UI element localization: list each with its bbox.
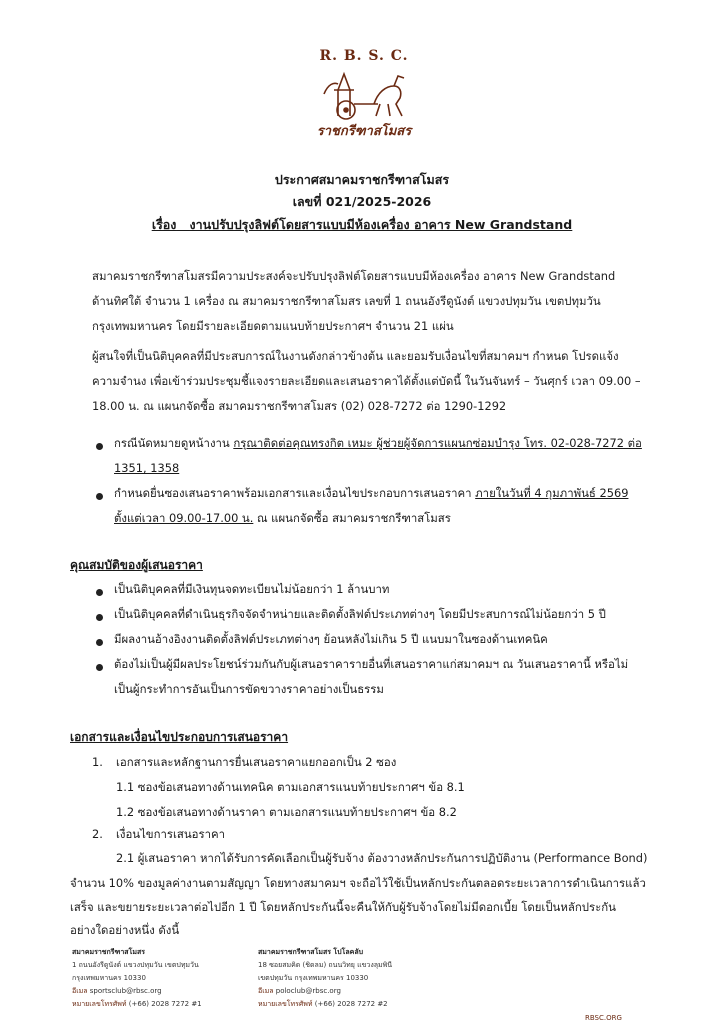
document-item-number: 2.: [92, 827, 103, 841]
document-subitem: 1.2 ซองข้อเสนอทางด้านราคา ตามเอกสารแนบท้ายประกาศฯ ข้อ 8.2: [116, 805, 457, 819]
bullet-dot: [96, 639, 103, 646]
submission-place: ณ แผนกจัดซื้อ สมาคมราชกรีฑาสโมสร: [256, 511, 451, 525]
announcement-number: เลขที่ 021/2025-2026: [292, 194, 432, 209]
bullet-dot: [96, 493, 103, 500]
footer-left-phone: (+66) 2028 7272 #1: [128, 1000, 202, 1008]
bond-paragraph-line-4: อย่างใดอย่างหนึ่ง ดังนี้: [70, 923, 180, 937]
paragraph-1-line-1: สมาคมราชกรีฑาสโมสรมีความประสงค์จะปรับปรุงลิฟต์โดยสารแบบมีห้องเครื่อง อาคาร New Grandstand: [92, 269, 616, 283]
qualification-item: มีผลงานอ้างอิงงานติดตั้งลิฟต์ประเภทต่างๆ ย้อนหลังไม่เกิน 5 ปี แนบมาในซองด้านเทคนิค: [114, 632, 548, 646]
site-visit-extensions: 1351, 1358: [114, 461, 180, 475]
paragraph-2-line-1: ผู้สนใจที่เป็นนิติบุคคลที่มีประสบการณ์ในงานดังกล่าวข้างต้น และยอมรับเงื่อนไขที่สมาคมฯ กำหนด โปรดแจ้ง: [92, 349, 619, 363]
document-item-number: 1.: [92, 755, 103, 769]
qualification-item-continued: เป็นผู้กระทำการอันเป็นการขัดขวางราคาอย่างเป็นธรรม: [114, 682, 384, 696]
paragraph-2-line-2: ความจำนง เพื่อเข้าร่วมประชุมชี้แจงรายละเอียดและเสนอราคาได้ตั้งแต่บัดนี้ ในวันจันทร์ – วันศุกร์ เวลา 09.00 –: [92, 374, 641, 388]
bond-paragraph-line-3: เสร็จ และขยายระยะเวลาต่อไปอีก 1 ปี โดยหลักประกันนี้จะคืนให้กับผู้รับจ้างโดยไม่มีดอกเบี้ย โดยเป็นหลักประกัน: [70, 900, 616, 914]
document-item: เอกสารและหลักฐานการยื่นเสนอราคาแยกออกเป็น 2 ซอง: [116, 755, 397, 769]
document-subitem: 1.1 ซองข้อเสนอทางด้านเทคนิค ตามเอกสารแนบท้ายประกาศฯ ข้อ 8.1: [116, 780, 465, 794]
footer-left-name: สมาคมราชกรีฑาสโมสร: [72, 948, 145, 956]
footer-right-phone-label: หมายเลขโทรศัพท์: [258, 1000, 313, 1008]
bullet-dot: [96, 443, 103, 450]
footer-right-phone: (+66) 2028 7272 #2: [314, 1000, 388, 1008]
subject-text: งานปรับปรุงลิฟต์โดยสารแบบมีห้องเครื่อง อาคาร New Grandstand: [189, 217, 573, 232]
bullet-dot: [96, 589, 103, 596]
footer-left-phone-label: หมายเลขโทรศัพท์: [72, 1000, 127, 1008]
documents-heading: เอกสารและเงื่อนไขประกอบการเสนอราคา: [70, 730, 289, 744]
footer-left-contact: [72, 946, 202, 1011]
document-item: เงื่อนไขการเสนอราคา: [116, 827, 226, 841]
footer-right-address-1: 18 ซอยสมคิด (ชิดลม) ถนนวิทยุ แขวงลุมพินี: [258, 961, 393, 969]
footer-left-address-2: กรุงเทพมหานคร 10330: [72, 974, 146, 982]
site-visit-label: กรณีนัดหมายดูหน้างาน: [114, 436, 230, 450]
paragraph-2-line-3: 18.00 น. ณ แผนกจัดซื้อ สมาคมราชกรีฑาสโมสร (02) 028-7272 ต่อ 1290-1292: [92, 399, 507, 413]
submission-date: ภายในวันที่ 4 กุมภาพันธ์ 2569: [475, 486, 629, 500]
bullet-dot: [96, 664, 103, 671]
qualification-item: ต้องไม่เป็นผู้มีผลประโยชน์ร่วมกันกับผู้เสนอราคารายอื่นที่เสนอราคาแก่สมาคมฯ ณ วันเสนอราคานี้ หรือไม่: [114, 657, 629, 671]
rbsc-logo: [306, 48, 422, 148]
footer-left-address-1: 1 ถนนอังรีดูนังต์ แขวงปทุมวัน เขตปทุมวัน: [72, 961, 199, 969]
bond-paragraph-line-1: 2.1 ผู้เสนอราคา หากได้รับการคัดเลือกเป็นผู้รับจ้าง ต้องวางหลักประกันการปฏิบัติงาน (Performance Bond): [116, 851, 648, 865]
qualification-item: เป็นนิติบุคคลที่มีเงินทุนจดทะเบียนไม่น้อยกว่า 1 ล้านบาท: [114, 582, 390, 596]
qualifications-heading: คุณสมบัติของผู้เสนอราคา: [70, 558, 203, 572]
footer-right-email-label: อีเมล: [258, 987, 274, 995]
bullet-dot: [96, 614, 103, 621]
site-visit-notice: [114, 431, 642, 456]
logo-letters: R. B. S. C.: [319, 48, 409, 64]
submission-deadline-notice: [114, 481, 628, 506]
footer-right-name: สมาคมราชกรีฑาสโมสร โปโลคลับ: [258, 948, 364, 956]
footer-left-email[interactable]: sportsclub@rbsc.org: [89, 987, 162, 995]
footer-right-address-2: เขตปทุมวัน กรุงเทพมหานคร 10330: [258, 974, 369, 982]
subject-label: เรื่อง: [151, 217, 177, 232]
footer-brand: RBSC.ORG: [585, 1014, 622, 1022]
submission-label: กำหนดยื่นซองเสนอราคาพร้อมเอกสารและเงื่อนไขประกอบการเสนอราคา: [114, 486, 472, 500]
chariot-emblem-icon: [316, 64, 412, 122]
site-visit-contact: กรุณาติดต่อคุณทรงกิต เหมะ ผู้ช่วยผู้จัดการแผนกซ่อมบำรุง โทร. 02-028-7272 ต่อ: [233, 436, 642, 450]
qualification-item: เป็นนิติบุคคลที่ดำเนินธุรกิจจัดจำหน่ายและติดตั้งลิฟต์ประเภทต่างๆ โดยมีประสบการณ์ไม่น้อยกว่า 5 ปี: [114, 607, 606, 621]
footer-right-contact: [258, 946, 392, 1011]
announcement-title: ประกาศสมาคมราชกรีฑาสโมสร: [274, 172, 450, 187]
footer-left-email-label: อีเมล: [72, 987, 88, 995]
submission-time-line: [114, 506, 451, 531]
footer-right-email[interactable]: poloclub@rbsc.org: [275, 987, 341, 995]
submission-time: ตั้งแต่เวลา 09.00-17.00 น.: [114, 511, 254, 525]
announcement-subject: [0, 215, 724, 235]
paragraph-1-line-2: ด้านทิศใต้ จำนวน 1 เครื่อง ณ สมาคมราชกรีฑาสโมสร เลขที่ 1 ถนนอังรีดูนังต์ แขวงปทุมวัน เขตปทุมวัน: [92, 294, 601, 308]
paragraph-1-line-3: กรุงเทพมหานคร โดยมีรายละเอียดตามแนบท้ายประกาศฯ จำนวน 21 แผ่น: [92, 319, 454, 333]
bond-paragraph-line-2: จำนวน 10% ของมูลค่างานตามสัญญา โดยทางสมาคมฯ จะถือไว้ใช้เป็นหลักประกันตลอดระยะเวลาการดำเนินการแล้ว: [70, 876, 646, 890]
logo-thai-name: ราชกรีฑาสโมสร: [316, 124, 412, 139]
